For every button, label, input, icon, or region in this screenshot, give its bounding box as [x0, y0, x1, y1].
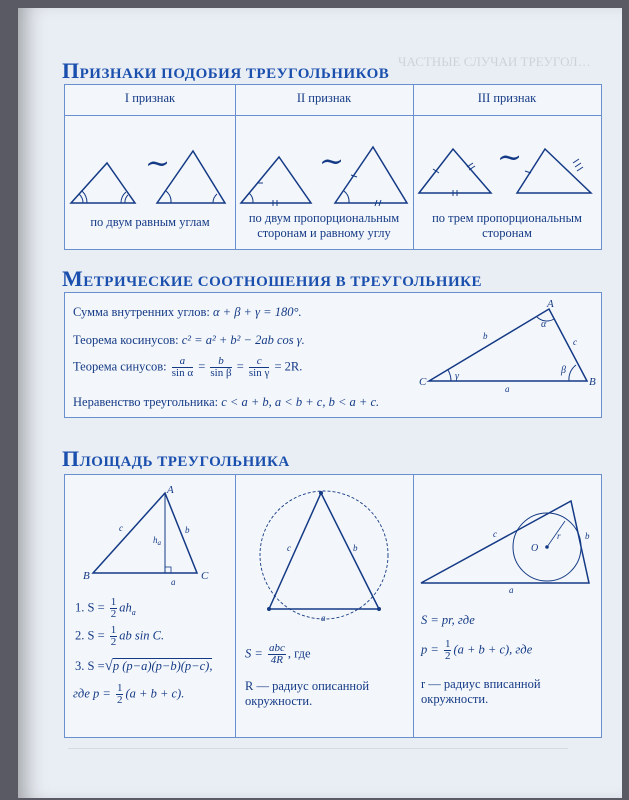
vertex-C: C	[419, 376, 427, 388]
triangle-inequality-line: Неравенство треугольника: c < a + b, a < b + c, b < a + c.	[73, 395, 380, 409]
side-c: c	[573, 337, 577, 347]
section2-title: МЕТРИЧЕСКИЕ СООТНОШЕНИЯ В ТРЕУГОЛЬНИКЕ	[62, 266, 482, 291]
textbook-page	[18, 8, 622, 798]
similar-triangles-sas-figure	[235, 135, 413, 215]
inradius-desc: r — радиус вписанной окружности.	[421, 677, 541, 706]
similar-sign: ~	[319, 144, 345, 179]
side-b: b	[483, 331, 488, 341]
law-of-sines-line: Теорема синусов: $\frac{a}{\text{sin α}}$ = $\frac{b}{\text{sin β}}$ = $\frac{c}{\text{sin γ}}$ = 2R.	[73, 355, 303, 379]
bleed-through-bottom	[68, 748, 568, 779]
side-b: b	[585, 531, 590, 541]
metric-relations-box	[64, 292, 602, 418]
height-label: $h_a$	[153, 535, 161, 547]
col-header-3: III признак	[477, 91, 537, 105]
side-b: b	[185, 525, 190, 535]
caption-2: по двум пропорциональным сторонам и равному углу	[248, 211, 400, 240]
area-formula-3: 3. S =√p (p−a)(p−b)(p−c),	[75, 658, 213, 674]
area-formula-1: 1. S = $\frac{1}{2}$ $ah_a$	[75, 596, 136, 620]
similar-triangles-angles-figure	[65, 135, 235, 215]
side-c: c	[493, 529, 497, 539]
bleed-through: ЧАСТНЫЕ СЛУЧАИ ТРЕУГОЛ…	[398, 54, 591, 69]
side-c: c	[287, 543, 291, 553]
vertex-C: C	[201, 570, 209, 582]
inradius-semiperimeter: p = $\frac{1}{2}$ (a + b + c), где	[421, 638, 533, 662]
similarity-table	[64, 84, 602, 250]
similar-sign: ~	[497, 140, 523, 175]
inscribed-circle-figure	[413, 483, 601, 593]
area-box	[64, 474, 602, 738]
similar-triangles-sss-figure	[413, 135, 601, 215]
side-a: a	[509, 585, 514, 595]
side-c: c	[119, 523, 123, 533]
area-height-figure	[65, 481, 235, 591]
section3-title: ПЛОЩАДЬ ТРЕУГОЛЬНИКА	[62, 446, 290, 471]
incenter-O: O	[531, 543, 539, 554]
col-header-1: I признак	[124, 91, 176, 105]
semiperimeter-formula: где p = $\frac{1}{2}$ (a + b + c).	[73, 682, 185, 706]
angles-sum-line: Сумма внутренних углов: α + β + γ = 180°.	[73, 305, 302, 319]
circumradius-desc: R — радиус описанной окружности.	[245, 679, 370, 708]
side-b: b	[353, 543, 358, 553]
angle-beta: β	[561, 365, 566, 376]
vertex-A: A	[167, 484, 174, 496]
side-a: a	[321, 613, 326, 623]
angle-gamma: γ	[455, 371, 459, 382]
vertex-A: A	[547, 298, 554, 310]
section1-title: ПРИЗНАКИ ПОДОБИЯ ТРЕУГОЛЬНИКОВ	[62, 58, 390, 83]
similar-sign: ~	[145, 146, 171, 181]
side-a: a	[505, 384, 510, 394]
circumscribed-circle-figure	[235, 481, 413, 621]
angle-alpha: α	[541, 319, 547, 330]
caption-1: по двум равным углам	[90, 215, 210, 229]
metric-triangle-figure	[411, 297, 601, 407]
law-of-cosines-line: Теорема косинусов: c² = a² + b² − 2ab cos γ.	[73, 333, 305, 347]
vertex-B: B	[83, 570, 90, 582]
radius-r: r	[557, 531, 561, 541]
area-formula-2: 2. S = $\frac{1}{2}$ ab sin C.	[75, 624, 165, 648]
col-header-2: II признак	[296, 91, 352, 105]
circumradius-formula: S = $\frac{\text{abc}}{4R}$ , где	[245, 642, 311, 666]
side-a: a	[171, 577, 176, 587]
inradius-formula: S = pr, где	[421, 613, 475, 627]
vertex-B: B	[589, 376, 596, 388]
caption-3: по трем пропорциональным сторонам	[432, 211, 582, 240]
